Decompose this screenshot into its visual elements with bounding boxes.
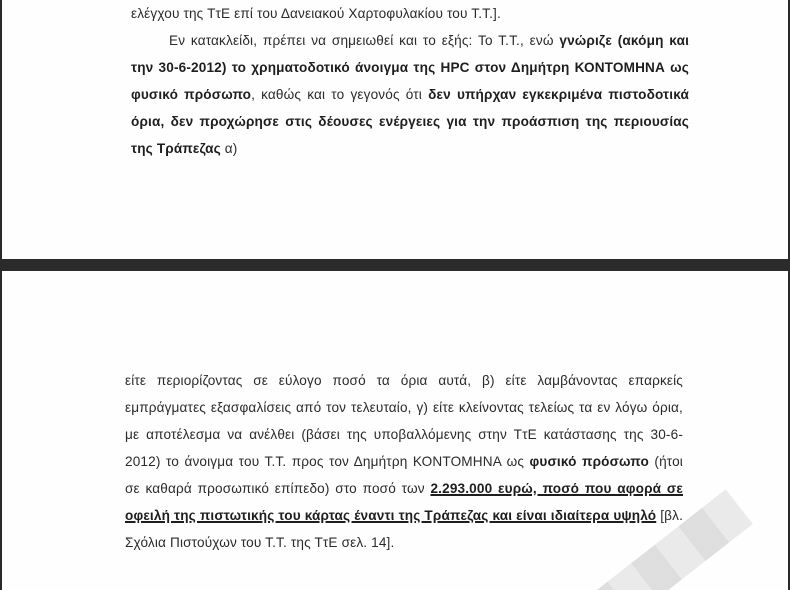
bold-text: φυσικό πρόσωπο [529, 454, 649, 469]
page-bottom-text [125, 367, 683, 556]
document-page-top [0, 0, 790, 259]
page-top-text [131, 0, 689, 162]
paragraph-text: α) [220, 141, 238, 156]
bold-text: γνώριζε (ακόμη και την 30-6-2012) το χρηματοδοτικό άνοιγμα της HPC στον Δημήτρη ΚΟΝΤΟΜΗΝΑ ως φυσικό πρόσωπο [131, 33, 690, 102]
text-line-continuation: ελέγχου της ΤτΕ επί του Δανειακού Χαρτοφυλακίου του Τ.Τ.]. [131, 6, 501, 21]
paragraph-text: (ήτοι σε καθαρά προσωπικό επίπεδο) στο ποσό των [125, 454, 683, 496]
continuation-paragraph [125, 367, 683, 556]
paragraph-text: Εν κατακλείδι, πρέπει να σημειωθεί και το εξής: Το Τ.Τ., ενώ [169, 33, 560, 48]
paragraph-text: είτε περιορίζοντας σε εύλογο ποσό τα όρια αυτά, β) είτε λαμβάνοντας επαρκείς εμπράγματες εξασφαλίσεις από τον τελευταίο, γ) είτε κλείνοντας τελείως τα εν λόγω όρια, με αποτέλεσμα να ανέλθει (βάσει της υποβαλλόμενης στην ΤτΕ κατάστασης της 30-6-2012) το άνοιγμα του Τ.Τ. προς τον Δημήτρη ΚΟΝΤΟΜΗΝΑ ως [125, 373, 683, 469]
bold-underlined-text: 2.293.000 ευρώ, ποσό που αφορά σε οφειλή της πιστωτικής του κάρτας έναντι της Τράπεζας και είναι ιδιαίτερα υψηλό [125, 481, 683, 523]
paragraph-text: [βλ. Σχόλια Πιστούχων του Τ.Τ. της ΤτΕ σελ. 14]. [125, 508, 683, 550]
bold-text: δεν υπήρχαν εγκεκριμένα πιστοδοτικά όρια, δεν προχώρησε στις δέουσες ενέργειες για την προάσπιση της περιουσίας της Τράπεζας [131, 87, 689, 156]
paragraph-text: , καθώς και το γεγονός ότι [251, 87, 429, 102]
document-page-bottom [0, 271, 790, 590]
page-break-bar [0, 259, 790, 271]
conclusion-paragraph [131, 27, 689, 162]
